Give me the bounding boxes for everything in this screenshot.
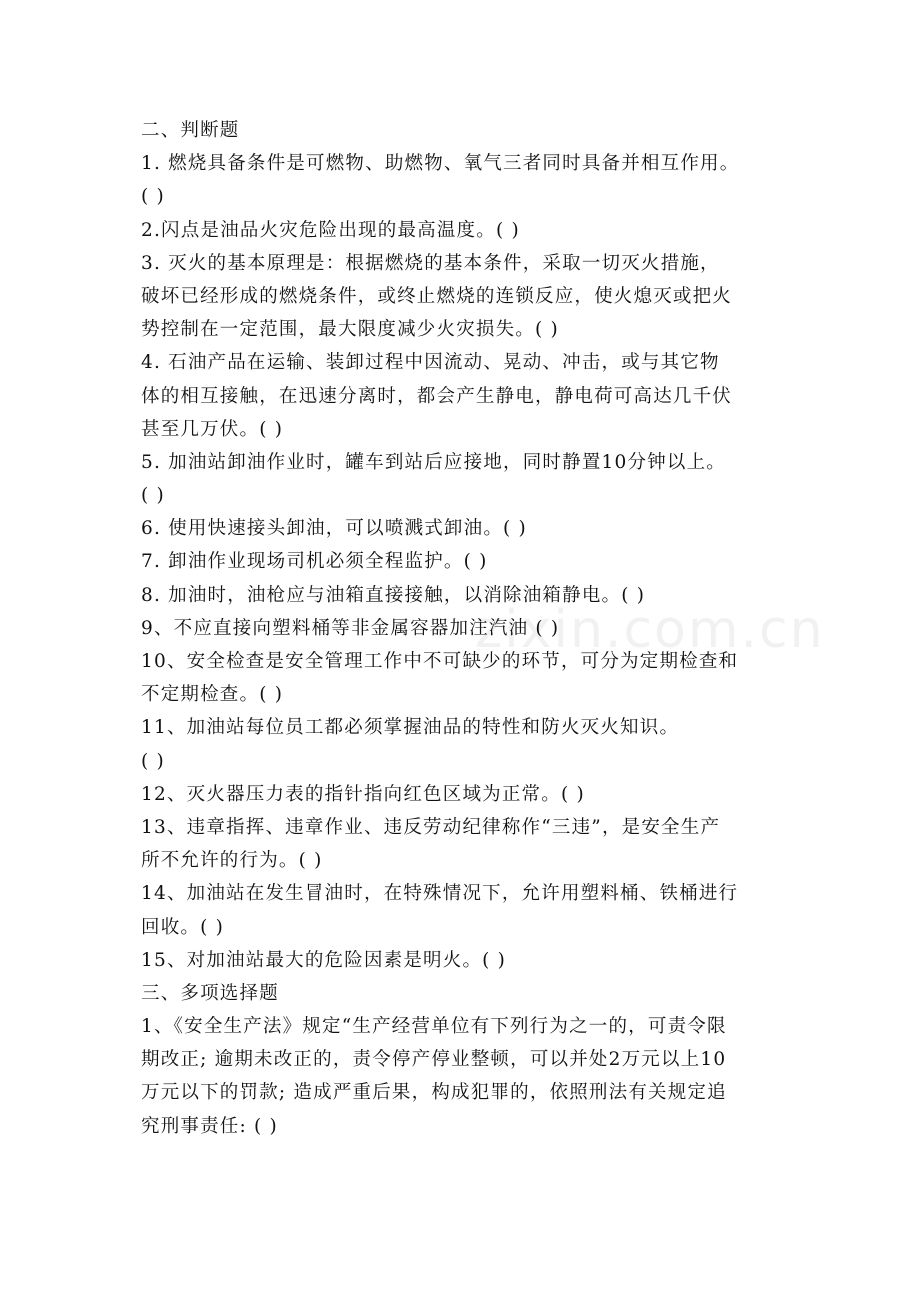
question-text: 12、灭火器压力表的指针指向红色区域为正常。( ) bbox=[141, 783, 585, 805]
question-text: 8. 加油时，油枪应与油箱直接接触，以消除油箱静电。( ) bbox=[141, 584, 646, 606]
question-text: 15、对加油站最大的危险因素是明火。( ) bbox=[141, 949, 507, 971]
question-text: 5. 加油站卸油作业时，罐车到站后应接地，同时静置10分钟以上。 bbox=[141, 451, 726, 473]
question-text: 回收。( ) bbox=[141, 916, 225, 938]
question-text: 4. 石油产品在运输、装卸过程中因流动、晃动、冲击，或与其它物 bbox=[141, 352, 720, 374]
question-text: 究刑事责任: ( ) bbox=[141, 1115, 278, 1137]
question-text: 13、违章指挥、违章作业、违反劳动纪律称作“三违”，是安全生产 bbox=[141, 816, 721, 838]
question-text: 甚至几万伏。( ) bbox=[141, 418, 284, 440]
question-text: 1. 燃烧具备条件是可燃物、助燃物、氧气三者同时具备并相互作用。 bbox=[141, 153, 740, 175]
question-text: 1、《安全生产法》规定“生产经营单位有下列行为之一的，可责令限 bbox=[141, 1016, 727, 1038]
question-text: 3. 灭火的基本原理是：根据燃烧的基本条件，采取一切灭火措施， bbox=[141, 252, 720, 274]
question-text: 10、安全检查是安全管理工作中不可缺少的环节，可分为定期检查和 bbox=[141, 651, 739, 672]
question-text: 期改正; 逾期未改正的，责令停产停业整顿，可以并处2万元以上10 bbox=[141, 1049, 727, 1071]
answer-blank: ( ) bbox=[141, 485, 165, 507]
watermark: zixin.com.cn bbox=[475, 600, 825, 660]
question-text: 14、加油站在发生冒油时，在特殊情况下，允许用塑料桶、铁桶进行 bbox=[141, 883, 739, 905]
question-text: 2.闪点是油品火灾危险出现的最高温度。( ) bbox=[141, 219, 520, 241]
section-heading-true-false: 二、判断题 bbox=[141, 120, 240, 141]
answer-blank: ( ) bbox=[141, 750, 165, 772]
question-text: 所不允许的行为。( ) bbox=[141, 850, 323, 872]
question-text: 11、加油站每位员工都必须掌握油品的特性和防火灭火知识。 bbox=[141, 717, 680, 739]
question-text: 体的相互接触，在迅速分离时，都会产生静电，静电荷可高达几千伏 bbox=[141, 385, 733, 407]
question-text: 不定期检查。( ) bbox=[141, 684, 284, 706]
question-text: 势控制在一定范围，最大限度减少火灾损失。( ) bbox=[141, 319, 559, 341]
question-text: 6. 使用快速接头卸油，可以喷溅式卸油。( ) bbox=[141, 518, 527, 540]
answer-blank: ( ) bbox=[141, 186, 165, 208]
question-text: 9、不应直接向塑料桶等非金属容器加注汽油 ( ) bbox=[141, 617, 560, 639]
section-heading-multiple-choice: 三、多项选择题 bbox=[141, 982, 279, 1004]
question-text: 7. 卸油作业现场司机必须全程监护。( ) bbox=[141, 551, 488, 573]
document-body bbox=[141, 114, 801, 1143]
question-text: 万元以下的罚款; 造成严重后果，构成犯罪的，依照刑法有关规定追 bbox=[141, 1082, 727, 1104]
question-text: 破坏已经形成的燃烧条件，或终止燃烧的连锁反应，使火熄灭或把火 bbox=[141, 285, 733, 307]
